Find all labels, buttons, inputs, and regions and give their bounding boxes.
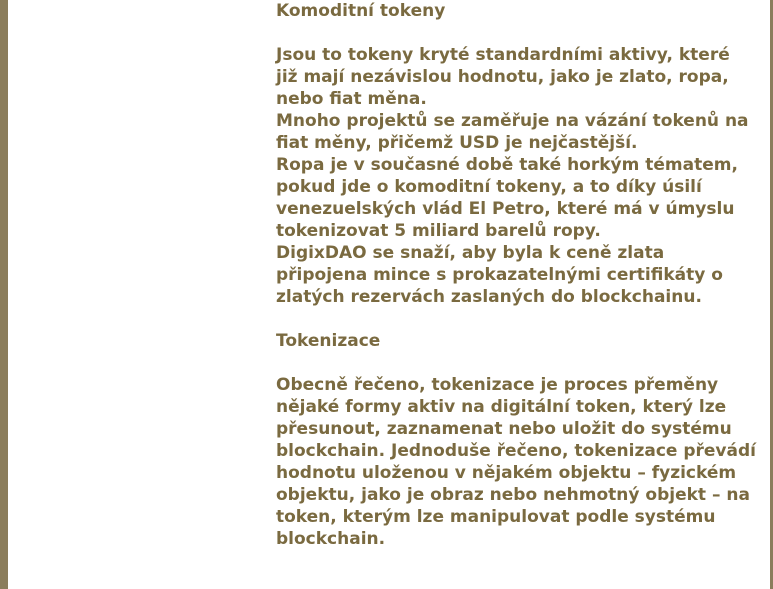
spacer [276,308,756,330]
section-heading-tokenizace: Tokenizace [276,331,381,351]
paragraph: Obecně řečeno, tokenizace je proces přeměny nějaké formy aktiv na digitální token, který lze přesunout, zaznamenat nebo uložit do systému blockchain. Jednoduše řečeno, tokenizace převádí hodnotu uloženou v nějakém objektu – fyzickém objektu, jako je obraz nebo nehmotný objekt – na token, kterým lze manipulovat podle systému blockchain. [276,375,756,549]
paragraph: Jsou to tokeny kryté standardními aktivy, které již mají nezávislou hodnotu, jako je zlato, ropa, nebo fiat měna. [276,45,730,109]
section-heading-komoditni-tokeny: Komoditní tokeny [276,1,446,21]
paragraph: Ropa je v současné době také horkým tématem, pokud jde o komoditní tokeny, a to díky úsilí venezuelských vlád El Petro, které má v úmyslu tokenizovat 5 miliard barelů ropy. [276,155,738,241]
paragraph: Mnoho projektů se zaměřuje na vázání tokenů na fiat měny, přičemž USD je nejčastější. [276,111,749,153]
spacer [276,22,756,44]
paragraph: DigixDAO se snaží, aby byla k ceně zlata připojena mince s prokazatelnými certifikáty o zlatých rezervách zaslaných do blockchainu. [276,243,723,307]
spacer [276,352,756,374]
left-border [0,0,8,589]
article-content [276,0,756,550]
